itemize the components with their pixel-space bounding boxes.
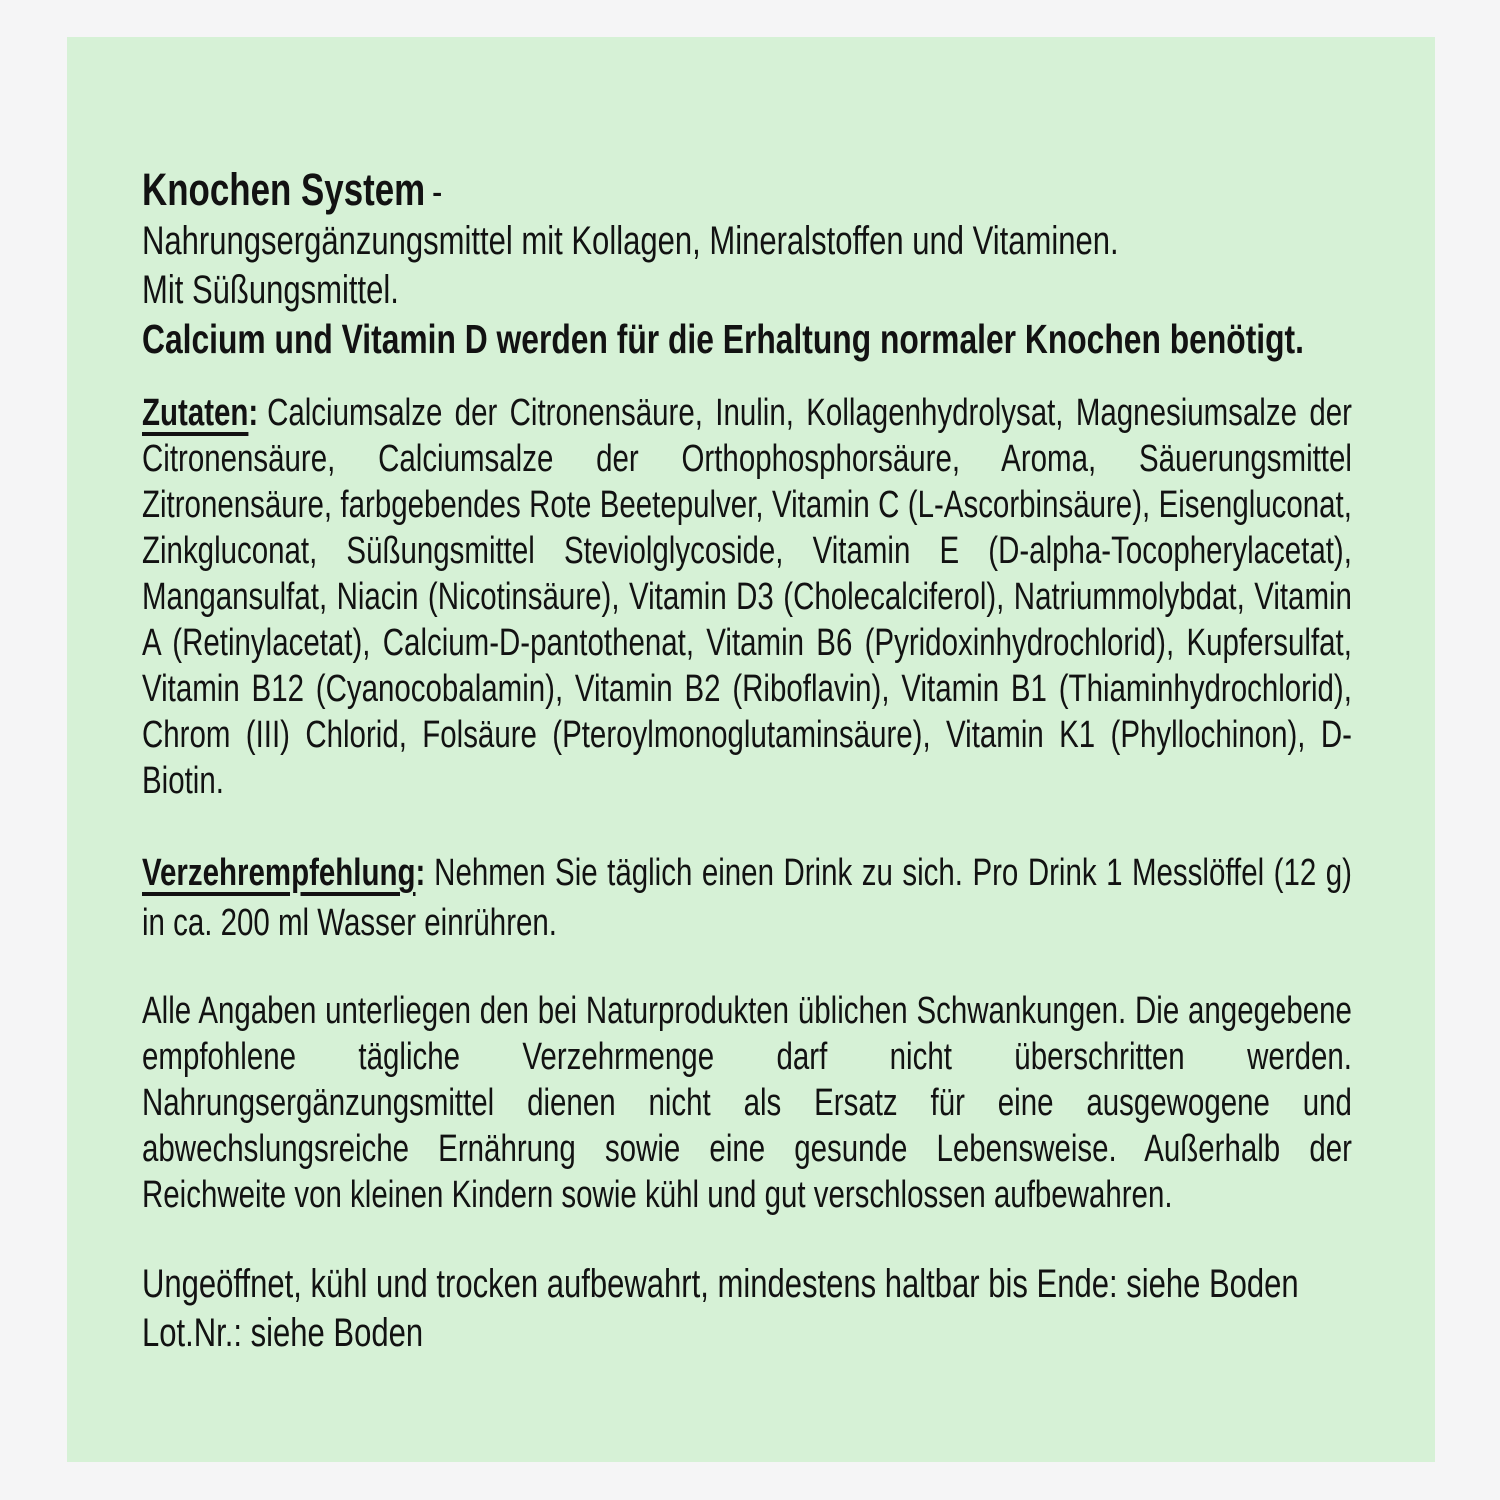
- header-block: [142, 165, 1352, 364]
- storage-block: [142, 1260, 1352, 1358]
- ingredients-colon: :: [248, 392, 259, 434]
- storage-shelf-life-line: Ungeöffnet, kühl und trocken aufbewahrt, mindestens haltbar bis Ende: siehe Boden: [142, 1262, 1299, 1306]
- health-claim: Calcium und Vitamin D werden für die Erhaltung normaler Knochen benötigt.: [142, 316, 1304, 362]
- ingredients-label: Zutaten: [142, 392, 249, 434]
- dosage-label: Verzehrempfehlung: [142, 852, 416, 894]
- disclaimer-paragraph: Alle Angaben unterliegen den bei Naturprodukten üblichen Schwankungen. Die angegebene empfohlene tägliche Verzehrmenge darf nicht überschritten werden. Nahrungsergänzungsmittel dienen nicht als Ersatz für eine ausgewogene und abwechslungsreiche Ernährung sowie eine gesunde Lebensweise. Außerhalb der Reichweite von kleinen Kindern sowie kühl und gut verschlossen aufbewahren.: [142, 990, 1352, 1216]
- ingredients-text: Calciumsalze der Citronensäure, Inulin, Kollagenhydrolysat, Magnesiumsalze der Citronensäure, Calciumsalze der Orthophosphorsäure, Aroma, Säuerungsmittel Zitronensäure, farbgebendes Rote Beetepulver, Vitamin C (L-Ascorbinsäure), Eisengluconat, Zinkgluconat, Süßungsmittel Steviolglycoside, Vitamin E (D-alpha-Tocopherylacetat), Mangansulfat, Niacin (Nicotinsäure), Vitamin D3 (Cholecalciferol), Natriummolybdat, Vitamin A (Retinylacetat), Calcium-D-pantothenat, Vitamin B6 (Pyridoxinhydrochlorid), Kupfersulfat, Vitamin B12 (Cyanocobalamin), Vitamin B2 (Riboflavin), Vitamin B1 (Thiaminhydrochlorid), Chrom (III) Chlorid, Folsäure (Pteroylmonoglutaminsäure), Vitamin K1 (Phyllochinon), D-Biotin.: [142, 392, 1352, 802]
- product-label-panel: [67, 37, 1435, 1462]
- product-title-dash: -: [432, 170, 443, 214]
- product-subtitle: Nahrungsergänzungsmittel mit Kollagen, Mineralstoffen und Vitaminen.: [142, 219, 1119, 263]
- dosage-text: Nehmen Sie täglich einen Drink zu sich. Pro Drink 1 Messlöffel (12 g) in ca. 200 ml Wasser einrühren.: [142, 852, 1352, 944]
- storage-lot-line: Lot.Nr.: siehe Boden: [142, 1311, 424, 1355]
- product-title-line: [142, 165, 1352, 217]
- dosage-colon: :: [415, 852, 426, 894]
- product-title: Knochen System: [142, 164, 426, 215]
- label-content: [142, 165, 1352, 1358]
- sweetener-note: Mit Süßungsmittel.: [142, 268, 399, 312]
- dosage-paragraph: [142, 848, 1352, 948]
- ingredients-paragraph: [142, 390, 1352, 804]
